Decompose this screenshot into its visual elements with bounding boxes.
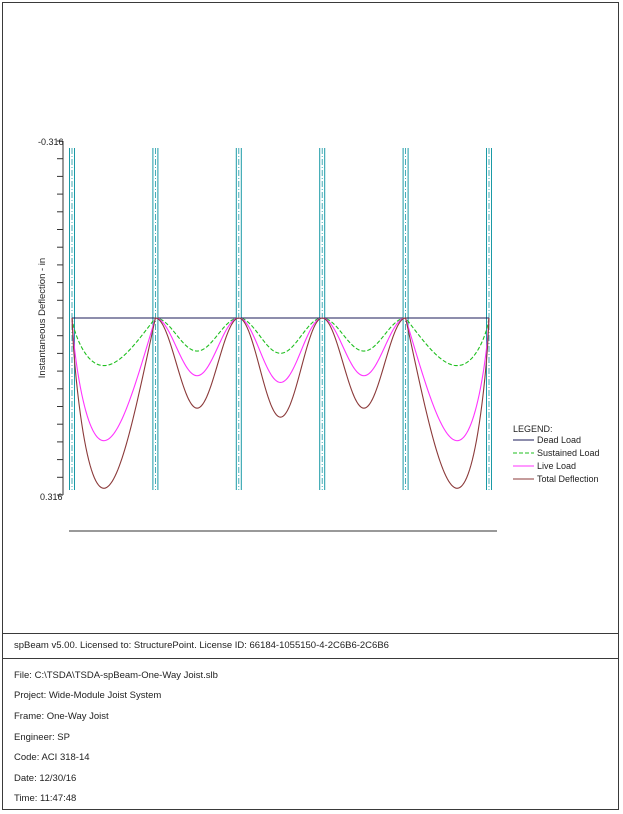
license-text: spBeam v5.00. Licensed to: StructurePoint. License ID: 66184-1055150-4-2C6B6-2C6B6 bbox=[14, 640, 389, 651]
time-line: Time: 11:47:48 bbox=[14, 793, 77, 804]
file-line: File: C:\TSDA\TSDA-spBeam-One-Way Joist.slb bbox=[14, 670, 218, 681]
legend bbox=[513, 424, 600, 484]
y-tick-label-bottom: 0.316 bbox=[40, 492, 63, 502]
code-line: Code: ACI 318-14 bbox=[14, 752, 90, 763]
legend-title: LEGEND: bbox=[513, 424, 553, 434]
y-tick-label-top: -0.316 bbox=[38, 137, 64, 147]
frame-line: Frame: One-Way Joist bbox=[14, 711, 109, 722]
legend-entry-2: Live Load bbox=[537, 461, 577, 471]
legend-entry-1: Sustained Load bbox=[537, 448, 600, 458]
series-line-total-deflection bbox=[72, 318, 489, 488]
license-bar bbox=[2, 633, 619, 659]
project-line: Project: Wide-Module Joist System bbox=[14, 690, 162, 701]
engineer-line: Engineer: SP bbox=[14, 732, 70, 743]
date-line: Date: 12/30/16 bbox=[14, 773, 77, 784]
series-line-sustained-load bbox=[72, 318, 489, 366]
y-axis-label: Instantaneous Deflection - in bbox=[37, 257, 48, 379]
curves-group bbox=[72, 318, 489, 488]
supports-group bbox=[70, 148, 492, 490]
series-line-live-load bbox=[72, 318, 489, 441]
legend-entry-3: Total Deflection bbox=[537, 474, 599, 484]
y-axis bbox=[57, 141, 63, 495]
legend-entry-0: Dead Load bbox=[537, 435, 582, 445]
